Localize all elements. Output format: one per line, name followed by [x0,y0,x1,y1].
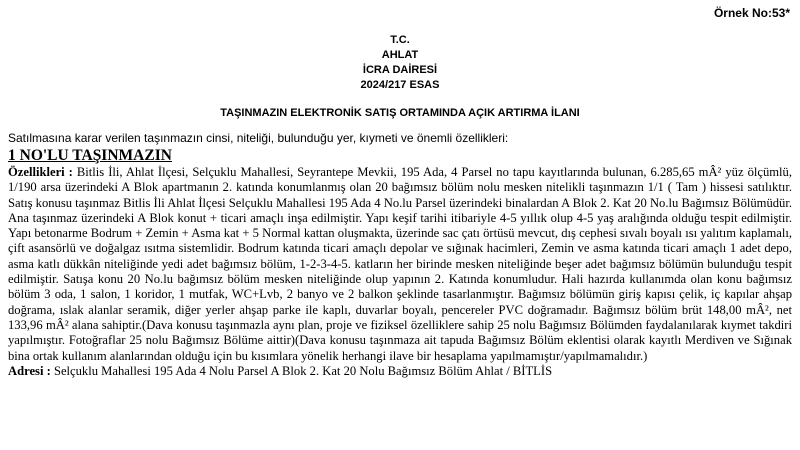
features-paragraph [8,165,792,364]
header-file-number: 2024/217 ESAS [360,79,440,91]
features-text: Bitlis İli, Ahlat İlçesi, Selçuklu Mahallesi, Seyrantepe Mevkii, 195 Ada, 4 Parsel no tapu kayıtlarında bulunan, 6.285,65 mÂ² yüz ölçümlü, 1/190 arsa üzerindeki A Blok apartmanın 2. katında konumlanmış olan 20 bağımsız bölüm nolu mesken nitelikli taşınmazın 1/1 ( Tam ) hissesi satılıktır. Satış konusu taşınmaz Bitlis İli Ahlat İlçesi Selçuklu Mahallesi 195 Ada 4 No.lu Parsel üzerindeki binalardan A Blok 2. Kat 20 No.lu Bağımsız Bölümüdür. Ana taşınmaz üzerindeki A Blok konut + ticari amaçlı inşa edilmiştir. Yapı keşif tarihi itibariyle 4-5 yıllık olup 4-5 yaş aralığında olduğu tespit edilmiştir. Yapı betonarme Bodrum + Zemin + Asma kat + 5 Normal kattan oluşmakta, üzerinde sac çatı örtüsü mevcut, dış cephesi sıvalı boyalı ısı yalıtım kaplamalı, çift asansörlü ve doğalgaz ısıtma sistemlidir. Bodrum katında ticari amaçlı depolar ve sığınak hacimleri, Zemin ve asma katında ticari amaçlı 1 adet depo, asma katlı dükkân niteliğinde yedi adet bağımsız bölüm, 1-2-3-4-5. katların her birinde mesken niteliğinde beşer adet bağımsız bölümün bulunduğu tespit edilmiştir. Satışa konu 20 No.lu bağımsız bölüm mesken niteliğinde olup yapının 2. Katında konumludur. Hali hazırda kullanımda olan konu bağımsız bölüm 3 oda, 1 salon, 1 koridor, 1 mutfak, WC+Lvb, 2 banyo ve 2 balkon şeklinde tasarlanmıştır. Bağımsız bölümün giriş kapısı çelik, iç kapılar ahşap doğrama, ıslak alanlar seramik, diğer yerler ahşap parke ile kaplı, duvarlar boyalı, pencereler PVC doğramadır. Bağımsız bölüm brüt 148,00 mÂ², net 133,96 mÂ² alana sahiptir.(Dava konusu taşınmazla aynı plan, proje ve fiziksel özelliklere sahip 25 nolu Bağımsız Bölümden faydalanılarak kıymet takdiri yapılmıştır. Fotoğraflar 25 nolu Bağımsız Bölüme aittir)(Dava konusu taşınmaza ait tapuda Bağımsız Bölüm eklentisi olarak kayıtlı Merdiven ve Sığınak bina ortak kullanım alanlarından olduğu için bu kısımlara yönelik herhangi ilave bir hesaplama yapılmamıştır/yapılmamalıdır.) [8,165,792,363]
header-office: İCRA DAİRESİ [362,64,438,76]
header-tc: T.C. [390,34,410,46]
ornek-number: Örnek No:53* [713,6,790,20]
header-city: AHLAT [381,49,419,61]
property-details [8,165,792,379]
property-title: 1 NO'LU TAŞINMAZIN [8,147,172,164]
intro-text: Satılmasına karar verilen taşınmazın cinsi, niteliği, bulunduğu yer, kıymeti ve önemli özellikleri: [8,131,509,145]
address-label: Adresi : [8,363,51,378]
announcement-title: TAŞINMAZIN ELEKTRONİK SATIŞ ORTAMINDA AÇIK ARTIRMA İLANI [220,107,580,119]
address-text: Selçuklu Mahallesi 195 Ada 4 Nolu Parsel A Blok 2. Kat 20 Nolu Bağımsız Bölüm Ahlat / BİTLİS [53,363,553,378]
address-paragraph [8,364,792,379]
features-label: Özellikleri : [8,165,73,179]
office-header [0,33,800,93]
